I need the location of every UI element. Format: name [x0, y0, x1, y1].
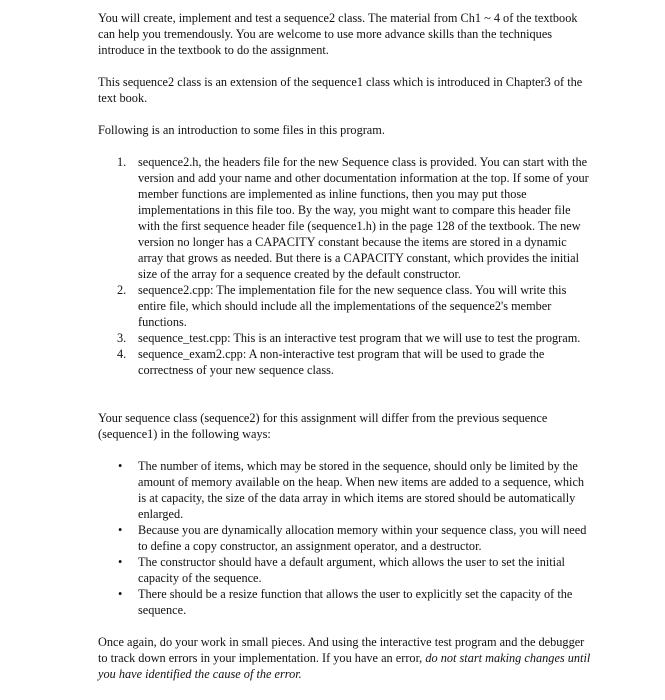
differences-intro-paragraph: Your sequence class (sequence2) for this assignment will differ from the previous sequence (sequence1) in the following ways: — [98, 411, 548, 441]
bullet-icon: • — [118, 523, 123, 537]
list-item — [98, 458, 595, 522]
closing-italic-text: do not start making changes until you have identified the cause of the error. — [98, 651, 591, 681]
bullet-icon: • — [118, 459, 123, 473]
spacer — [98, 394, 595, 410]
list-item — [98, 346, 595, 378]
bullet-icon: • — [118, 555, 123, 569]
list-number: 1. — [117, 155, 127, 169]
list-item — [98, 586, 595, 618]
list-item — [98, 154, 595, 282]
list-number: 2. — [117, 283, 127, 297]
list-item-text: The number of items, which may be stored in the sequence, should only be limited by the amount of memory available on the heap. When new items are added to a sequence, which is at capacity, the size of the data array in which items are stored should be automatically enlarged. — [138, 459, 585, 521]
list-item-text: The constructor should have a default argument, which allows the user to set the initial capacity of the sequence. — [138, 555, 565, 585]
files-intro-paragraph: Following is an introduction to some files in this program. — [98, 123, 385, 137]
closing-text: Once again, do your work in small pieces. And using the interactive test program and the debugger to track down errors in your implementation. If you have an error, — [98, 635, 585, 665]
list-item — [98, 330, 595, 346]
list-item-text: sequence2.cpp: The implementation file for the new sequence class. You will write this entire file, which should include all the implementations of the sequence2's member functions. — [138, 283, 567, 329]
intro-paragraph: You will create, implement and test a sequence2 class. The material from Ch1 ~ 4 of the textbook can help you tremendously. You are welcome to use more advance skills than the techniques introduce in the textbook to do the assignment. — [98, 11, 578, 57]
list-number: 3. — [117, 331, 127, 345]
extension-paragraph: This sequence2 class is an extension of the sequence1 class which is introduced in Chapter3 of the text book. — [98, 75, 583, 105]
list-item — [98, 522, 595, 554]
closing-paragraph — [98, 634, 595, 682]
list-item-text: Because you are dynamically allocation memory within your sequence class, you will need to define a copy constructor, an assignment operator, and a destructor. — [138, 523, 587, 553]
list-number: 4. — [117, 347, 127, 361]
differences-list — [98, 458, 595, 618]
list-item-text: sequence_exam2.cpp: A non-interactive test program that will be used to grade the correctness of your new sequence class. — [138, 347, 545, 377]
list-item — [98, 554, 595, 586]
bullet-icon: • — [118, 587, 123, 601]
list-item — [98, 282, 595, 330]
list-item-text: sequence_test.cpp: This is an interactive test program that we will use to test the program. — [138, 331, 581, 345]
list-item-text: There should be a resize function that allows the user to explicitly set the capacity of the sequence. — [138, 587, 573, 617]
files-list — [98, 154, 595, 378]
list-item-text: sequence2.h, the headers file for the new Sequence class is provided. You can start with the version and add your name and other documentation information at the top. If some of your member functions are implemented as inline functions, then you may put those implementations in this file too. By the way, you might want to compare this header file with the first sequence header file (sequence1.h) in the page 128 of the textbook. The new version no longer has a CAPACITY constant because the items are stored in a dynamic array that grows as needed. But there is a CAPACITY constant, which provides the initial size of the array for a sequence created by the default constructor. — [138, 155, 589, 281]
